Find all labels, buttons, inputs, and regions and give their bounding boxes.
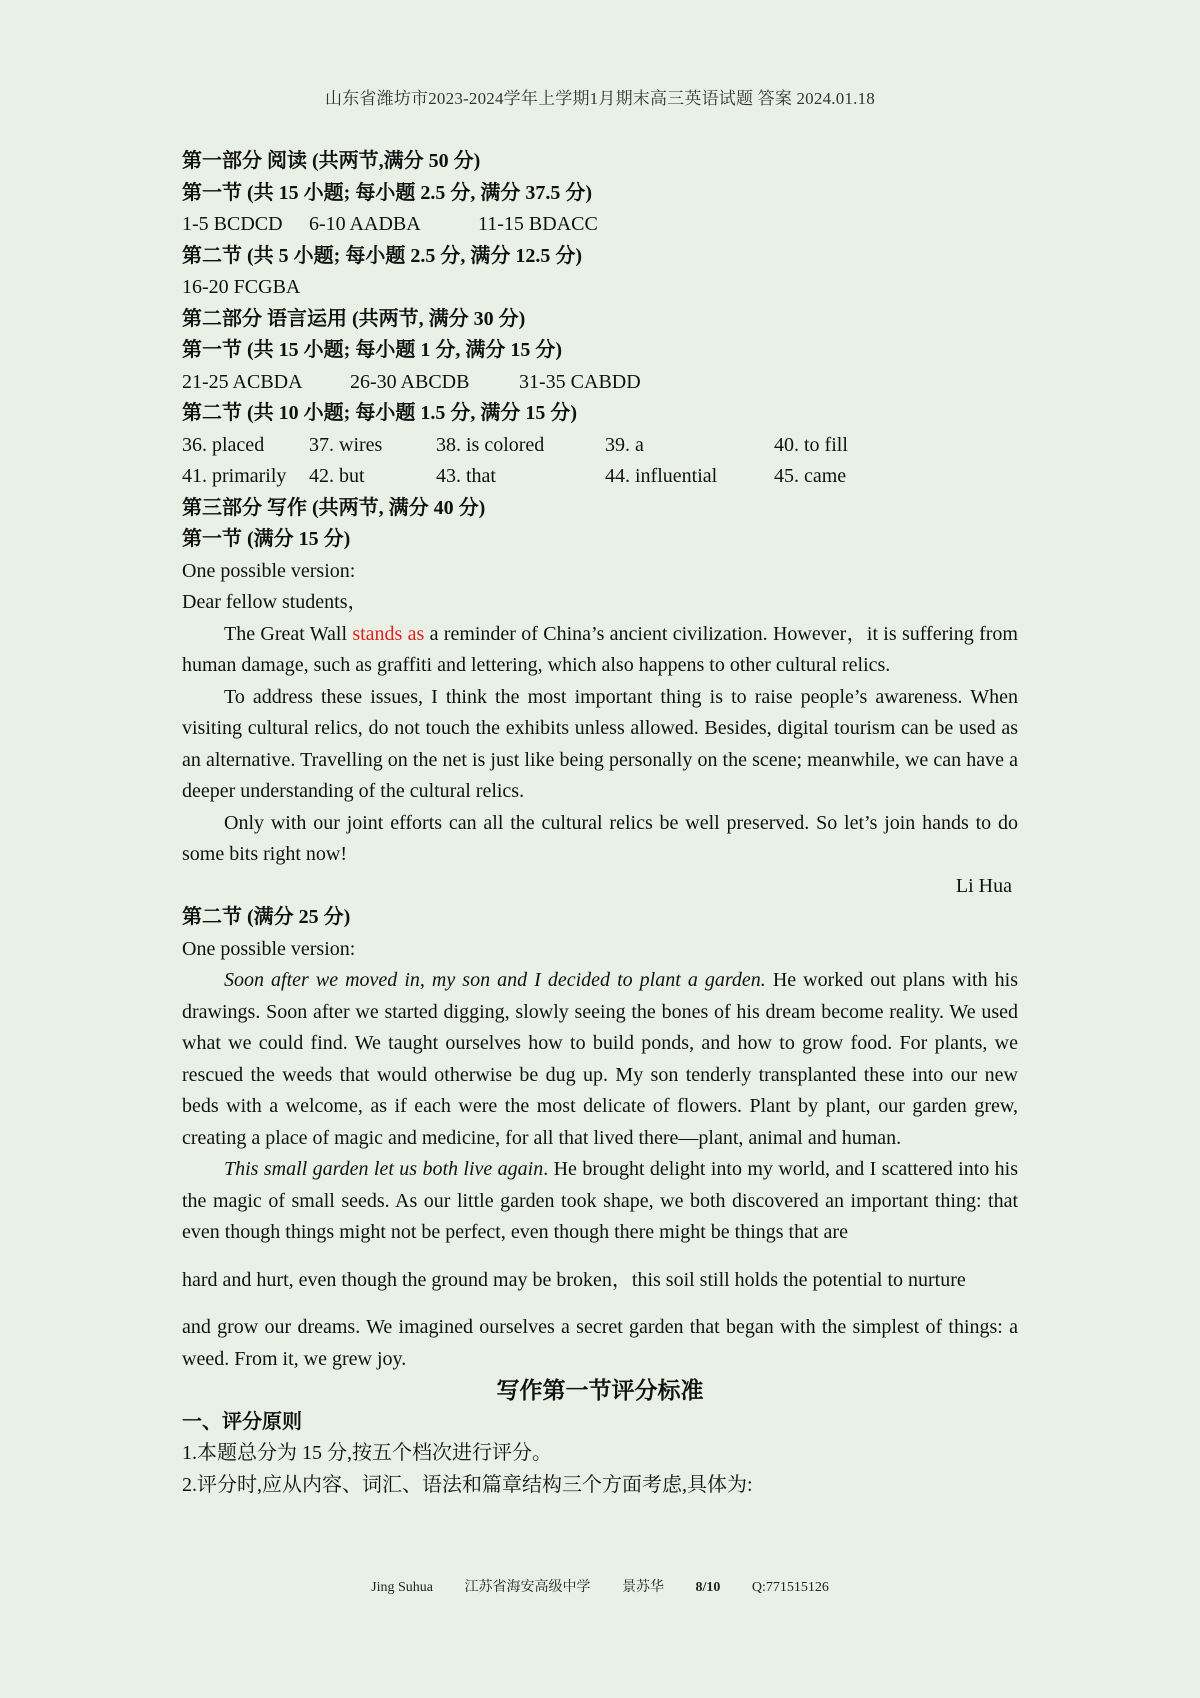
- version-label: One possible version:: [182, 937, 356, 960]
- grammar-answer: 38. is colored: [436, 433, 545, 456]
- part1-sec2-title: 第二节 (共 5 小题; 每小题 2.5 分, 满分 12.5 分): [182, 244, 582, 267]
- scoring-item-2: 2.评分时,应从内容、词汇、语法和篇章结构三个方面考虑,具体为:: [182, 1473, 753, 1496]
- answer-document: [182, 146, 1018, 1501]
- part1-sec1-answers: [182, 209, 1018, 241]
- part2-sec1-title: 第一节 (共 15 小题; 每小题 1 分, 满分 15 分): [182, 339, 562, 361]
- given-sentence: Soon after we moved in, my son and I decided to plant a garden.: [224, 969, 766, 991]
- page-footer: [0, 1576, 1200, 1596]
- story-paragraph-2-cont: and grow our dreams. We imagined ourselves a secret garden that began with the simplest of things: a weed. From it, we grew joy.: [182, 1316, 1018, 1370]
- grammar-answer: 41. primarily: [182, 465, 287, 487]
- grammar-answers-row1: [182, 430, 1018, 462]
- letter-paragraph-2: To address these issues, I think the most important thing is to raise people’s awareness. When visiting cultural relics, do not touch the exhibits unless allowed. Besides, digital tourism can be used as an alternative. Travelling on the net is just like being personally on the scene; meanwhile, we can have a deeper understanding of the cultural relics.: [182, 685, 1018, 802]
- text-run: . He brought delight into my world, and I scattered into his the magic of small seeds. As our little garden took shape, we both discovered an important thing: that even though things might not be perfect, even though there might be things that are: [182, 1158, 1018, 1243]
- page-number: 8/10: [695, 1580, 721, 1595]
- letter-greeting: Dear fellow students，: [182, 591, 368, 613]
- part3-title: 第三部分 写作 (共两节, 满分 40 分): [182, 496, 486, 519]
- answer-group: 31-35 CABDD: [519, 370, 641, 393]
- footer-school: 江苏省海安高级中学: [464, 1580, 591, 1595]
- story-paragraph-1: [182, 965, 1018, 1154]
- text-run: He worked out plans with his drawings. Soon after we started digging, slowly seeing the bones of his dream become reality. We used what we could find. We taught ourselves how to build ponds, and how to grow food. For plants, we rescued the weeds that would otherwise be dug up. My son tenderly transplanted these into our new beds with a welcome, as if each were the most delicate of flowers. Plant by plant, our garden grew, creating a place of magic and medicine, for all that lived there—plant, animal and human.: [182, 969, 1018, 1149]
- version-label: One possible version:: [182, 559, 356, 582]
- given-sentence: This small garden let us both live again: [224, 1158, 544, 1180]
- highlighted-phrase: stands as: [352, 622, 425, 645]
- grammar-answer: 45. came: [774, 465, 847, 487]
- grammar-answer: 36. placed: [182, 433, 265, 456]
- part1-sec2-answers: 16-20 FCGBA: [182, 276, 301, 298]
- part3-sec2-title: 第二节 (满分 25 分): [182, 906, 351, 928]
- letter-paragraph-3: Only with our joint efforts can all the cultural relics be well preserved. So let’s join hands to do some bits right now!: [182, 811, 1018, 865]
- answer-group: 1-5 BCDCD: [182, 213, 283, 235]
- answer-group: 26-30 ABCDB: [350, 370, 470, 393]
- part1-sec1-title: 第一节 (共 15 小题; 每小题 2.5 分, 满分 37.5 分): [182, 181, 592, 204]
- grammar-answer: 43. that: [436, 465, 496, 487]
- scoring-heading: 一、评分原则: [182, 1410, 302, 1433]
- grammar-answer: 40. to fill: [774, 433, 848, 456]
- footer-name: 景苏华: [621, 1580, 664, 1595]
- grammar-answer: 42. but: [309, 465, 365, 487]
- part2-sec2-title: 第二节 (共 10 小题; 每小题 1.5 分, 满分 15 分): [182, 402, 577, 424]
- footer-qq: Q:771515126: [751, 1580, 829, 1595]
- answer-group: 21-25 ACBDA: [182, 370, 303, 393]
- part3-sec1-title: 第一节 (满分 15 分): [182, 528, 351, 550]
- grammar-answers-row2: [182, 461, 1018, 493]
- grammar-answer: 44. influential: [605, 465, 718, 487]
- scoring-item-1: 1.本题总分为 15 分,按五个档次进行评分。: [182, 1442, 552, 1464]
- part2-title: 第二部分 语言运用 (共两节, 满分 30 分): [182, 307, 526, 330]
- text-run: The Great Wall: [224, 622, 353, 645]
- story-paragraph-2: [182, 1154, 1018, 1249]
- letter-signature: Li Hua: [955, 874, 1012, 897]
- grammar-answer: 39. a: [605, 433, 644, 456]
- grammar-answer: 37. wires: [309, 433, 383, 456]
- part2-sec1-answers: [182, 367, 1018, 399]
- letter-paragraph-1: [182, 619, 1018, 682]
- scoring-title: 写作第一节评分标准: [496, 1378, 704, 1403]
- answer-group: 11-15 BDACC: [478, 213, 598, 235]
- footer-author: Jing Suhua: [371, 1580, 433, 1595]
- answer-group: 6-10 AADBA: [309, 213, 421, 235]
- text-run: a reminder of China’s ancient civilization. However，it is suffering from human damage, such as graffiti and lettering, which also happens to other cultural relics.: [182, 622, 1018, 676]
- story-paragraph-2-cont: hard and hurt, even though the ground may be broken，this soil still holds the potential to nurture: [182, 1268, 966, 1291]
- part1-title: 第一部分 阅读 (共两节,满分 50 分): [182, 150, 481, 172]
- page-header: 山东省潍坊市2023-2024学年上学期1月期末高三英语试题 答案 2024.01.18: [325, 89, 875, 108]
